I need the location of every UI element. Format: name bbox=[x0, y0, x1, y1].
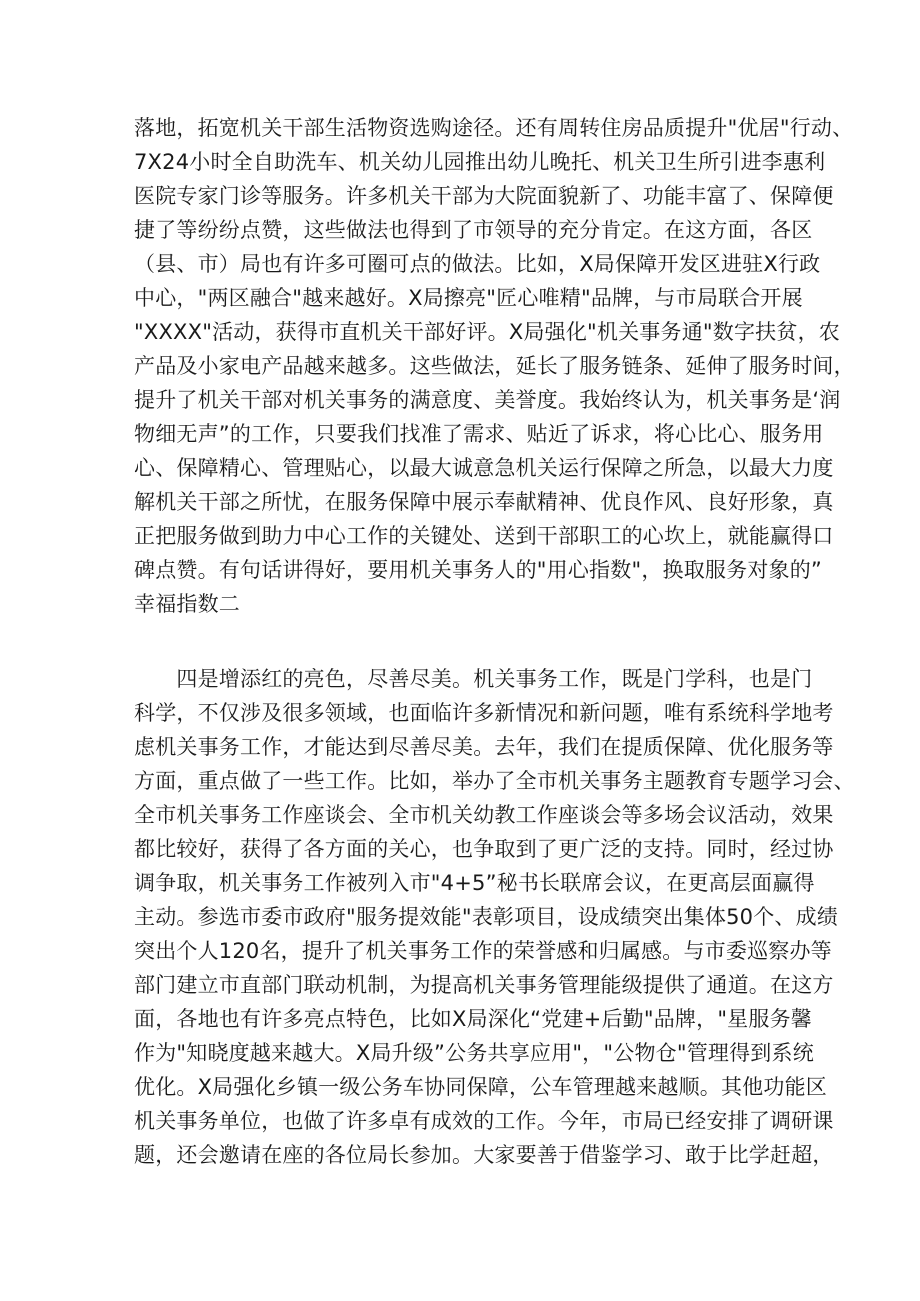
text-line: "XXXX"活动，获得市直机关干部好评。X局强化"机关事务通"数字扶贫，农 bbox=[134, 320, 840, 344]
text-line: 医院专家门诊等服务。许多机关干部为大院面貌新了、功能丰富了、保障便 bbox=[134, 184, 834, 208]
text-line: 7X24小时全自助洗车、机关幼儿园推出幼儿晚托、机关卫生所引进李惠利 bbox=[134, 150, 826, 174]
text-line: 心、保障精心、管理贴心，以最大诚意急机关运行保障之所急，以最大力度 bbox=[134, 456, 834, 480]
text-line: 正把服务做到助力中心工作的关键处、送到干部职工的心坎上，就能赢得口 bbox=[134, 524, 834, 548]
text-line: 作为"知晓度越来越大。X局升级”公务共享应用"，"公物仓"管理得到系统 bbox=[134, 1041, 814, 1065]
text-line: 突出个人120名，提升了机关事务工作的荣誉感和归属感。与市委巡察办等 bbox=[134, 939, 832, 963]
text-line: 四是增添红的亮色，尽善尽美。机关事务工作，既是门学科，也是门 bbox=[134, 667, 813, 691]
text-line: （县、市）局也有许多可圈可点的做法。比如，X局保障开发区进驻X行政 bbox=[134, 252, 821, 276]
text-line: 方面，重点做了一些工作。比如，举办了全市机关事务主题教育专题学习会、 bbox=[134, 769, 855, 793]
text-line: 主动。参选市委市政府"服务提效能"表彰项目，设成绩突出集体50个、成绩 bbox=[134, 905, 839, 929]
text-line: 部门建立市直部门联动机制，为提高机关事务管理能级提供了通道。在这方 bbox=[134, 973, 834, 997]
text-line: 中心，"两区融合"越来越好。X局擦亮"匠心唯精"品牌，与市局联合开展 bbox=[134, 286, 803, 310]
text-line: 碑点赞。有句话讲得好，要用机关事务人的"用心指数"，换取服务对象的” bbox=[134, 558, 822, 582]
text-line: 调争取，机关事务工作被列入市"4+5”秘书长联席会议，在更高层面赢得 bbox=[134, 871, 815, 895]
text-line: 全市机关事务工作座谈会、全市机关幼教工作座谈会等多场会议活动，效果 bbox=[134, 803, 834, 827]
text-line: 解机关干部之所忧，在服务保障中展示奉献精神、优良作风、良好形象，真 bbox=[134, 490, 834, 514]
text-line: 优化。X局强化乡镇一级公务车协同保障，公车管理越来越顺。其他功能区 bbox=[134, 1075, 827, 1099]
text-line: 产品及小家电产品越来越多。这些做法，延长了服务链条、延伸了服务时间， bbox=[134, 354, 855, 378]
text-line: 物细无声”的工作，只要我们找准了需求、贴近了诉求，将心比心、服务用 bbox=[134, 422, 824, 446]
text-line: 机关事务单位，也做了许多卓有成效的工作。今年，市局已经安排了调研课 bbox=[134, 1109, 834, 1133]
text-line: 捷了等纷纷点赞，这些做法也得到了市领导的充分肯定。在这方面，各区 bbox=[134, 218, 813, 242]
text-line: 虑机关事务工作，才能达到尽善尽美。去年，我们在提质保障、优化服务等 bbox=[134, 735, 834, 759]
text-line: 题，还会邀请在座的各位局长参加。大家要善于借鉴学习、敢于比学赶超， bbox=[134, 1143, 834, 1167]
text-line: 科学，不仅涉及很多领域，也面临许多新情况和新问题，唯有系统科学地考 bbox=[134, 701, 834, 725]
text-line: 幸福指数二 bbox=[134, 592, 240, 616]
text-line: 落地，拓宽机关干部生活物资选购途径。还有周转住房品质提升"优居"行动、 bbox=[134, 116, 854, 140]
text-line: 面，各地也有许多亮点特色，比如X局深化“党建+后勤"品牌，"星服务馨 bbox=[134, 1007, 812, 1031]
text-line: 都比较好，获得了各方面的关心，也争取到了更广泛的支持。同时，经过协 bbox=[134, 837, 834, 861]
text-line: 提升了机关干部对机关事务的满意度、美誉度。我始终认为，机关事务是‘润 bbox=[134, 388, 841, 412]
